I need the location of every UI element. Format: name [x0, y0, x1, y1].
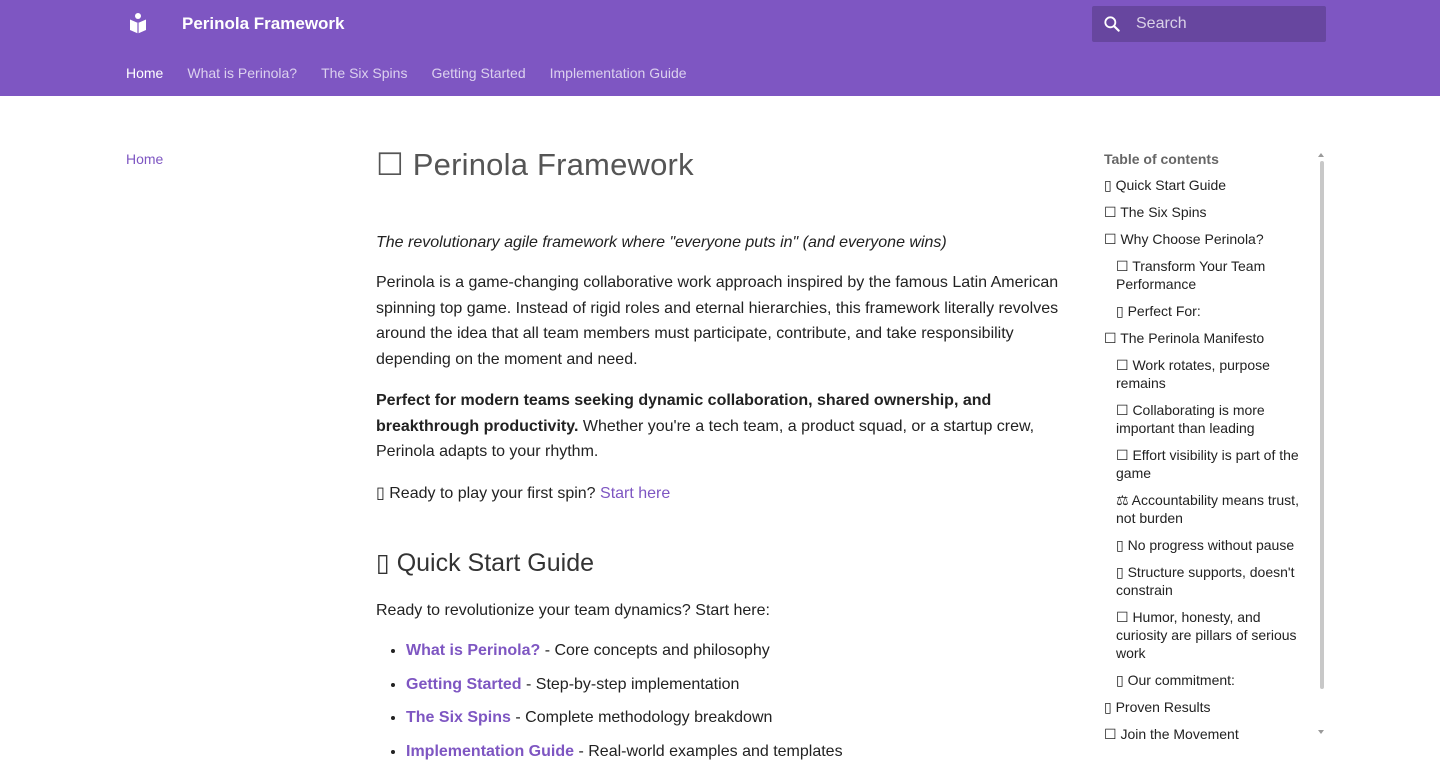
tagline: The revolutionary agile framework where "everyone puts in" (and everyone wins) — [376, 234, 947, 251]
site-title[interactable]: Perinola Framework — [182, 14, 345, 33]
toc-item[interactable]: ☐ Effort visibility is part of the game — [1116, 447, 1299, 481]
toc-item[interactable]: ☐ Transform Your Team Performance — [1116, 258, 1266, 292]
tab-six-spins[interactable]: The Six Spins — [321, 65, 408, 81]
top-header — [0, 0, 1440, 96]
perfect-rest-text: Whether you're a tech team, a product squad, or a startup crew, Perinola adapts to your rhythm. — [376, 417, 1035, 461]
scroll-up-arrow-icon[interactable] — [1318, 153, 1324, 157]
perfect-bold-text: Perfect for modern teams seeking dynamic collaboration, shared ownership, and breakthrough productivity. — [376, 392, 992, 435]
link-description: - Complete methodology breakdown — [510, 709, 773, 726]
toc-title: Table of contents — [1104, 151, 1219, 167]
intro-paragraph: Perinola is a game-changing collaborative work approach inspired by the famous Latin American spinning top game. Instead of rigid roles and eternal hierarchies, this framework literally revolves around the idea that all team members must participate, contribute, and take responsibility depending on the moment and need. — [376, 274, 1059, 368]
link-description: - Step-by-step implementation — [521, 675, 740, 693]
main-content — [376, 145, 1066, 760]
header-tabs — [126, 64, 687, 84]
list-item — [406, 673, 1066, 697]
link-description: - Real-world examples and templates — [574, 742, 843, 760]
tab-what-is-perinola[interactable]: What is Perinola? — [187, 65, 298, 81]
page-title: ☐ Perinola Framework — [376, 147, 694, 182]
toc-item[interactable]: ▯ Our commitment: — [1116, 672, 1235, 688]
toc-item[interactable]: ☐ Join the Movement — [1104, 726, 1239, 741]
ready-paragraph — [376, 481, 670, 507]
toc-item[interactable]: ▯ Proven Results — [1104, 699, 1211, 715]
quick-start-heading: ▯ Quick Start Guide — [376, 549, 595, 577]
search-input[interactable] — [1136, 6, 1316, 42]
toc-item[interactable]: ☐ The Perinola Manifesto — [1104, 330, 1265, 346]
list-item — [406, 706, 1066, 730]
list-item — [406, 740, 1066, 764]
table-of-contents — [1104, 151, 1324, 741]
start-here-link[interactable]: Start here — [600, 485, 671, 502]
search-box[interactable] — [1092, 6, 1326, 42]
link-getting-started[interactable]: Getting Started — [406, 675, 522, 693]
link-what-is-perinola[interactable]: What is Perinola? — [406, 642, 541, 659]
toc-item[interactable]: ☐ Work rotates, purpose remains — [1116, 357, 1270, 391]
nav-item-home[interactable]: Home — [126, 151, 164, 167]
link-description: - Core concepts and philosophy — [540, 642, 770, 659]
search-icon — [1102, 14, 1122, 34]
toc-item[interactable]: ▯ Quick Start Guide — [1104, 177, 1227, 193]
tab-implementation-guide[interactable]: Implementation Guide — [549, 65, 687, 81]
toc-item[interactable]: ☐ Why Choose Perinola? — [1104, 231, 1264, 247]
toc-item[interactable]: ☐ Humor, honesty, and curiosity are pillars of serious work — [1116, 609, 1297, 661]
toc-item[interactable]: ▯ No progress without pause — [1116, 537, 1295, 553]
quick-start-intro: Ready to revolutionize your team dynamics? Start here: — [376, 602, 770, 619]
toc-item[interactable]: ☐ The Six Spins — [1104, 204, 1207, 220]
toc-item[interactable]: ⚖ Accountability means trust, not burden — [1116, 492, 1299, 526]
scroll-down-arrow-icon[interactable] — [1318, 730, 1324, 734]
link-implementation-guide[interactable]: Implementation Guide — [406, 742, 575, 760]
toc-scrollbar[interactable] — [1320, 161, 1324, 689]
toc-list — [1104, 176, 1324, 741]
quick-links-list — [376, 639, 1066, 773]
link-six-spins[interactable]: The Six Spins — [406, 709, 511, 726]
tab-getting-started[interactable]: Getting Started — [431, 65, 526, 81]
toc-item[interactable]: ☐ Collaborating is more important than leading — [1116, 402, 1265, 436]
list-item — [406, 639, 1066, 663]
toc-item[interactable]: ▯ Perfect For: — [1116, 303, 1201, 319]
ready-text: ▯ Ready to play your first spin? — [376, 485, 601, 502]
toc-item[interactable]: ▯ Structure supports, doesn't constrain — [1116, 564, 1295, 598]
tab-home[interactable]: Home — [126, 65, 164, 81]
book-logo-icon[interactable] — [126, 11, 150, 35]
perfect-paragraph — [376, 388, 1066, 465]
left-nav — [126, 151, 163, 169]
